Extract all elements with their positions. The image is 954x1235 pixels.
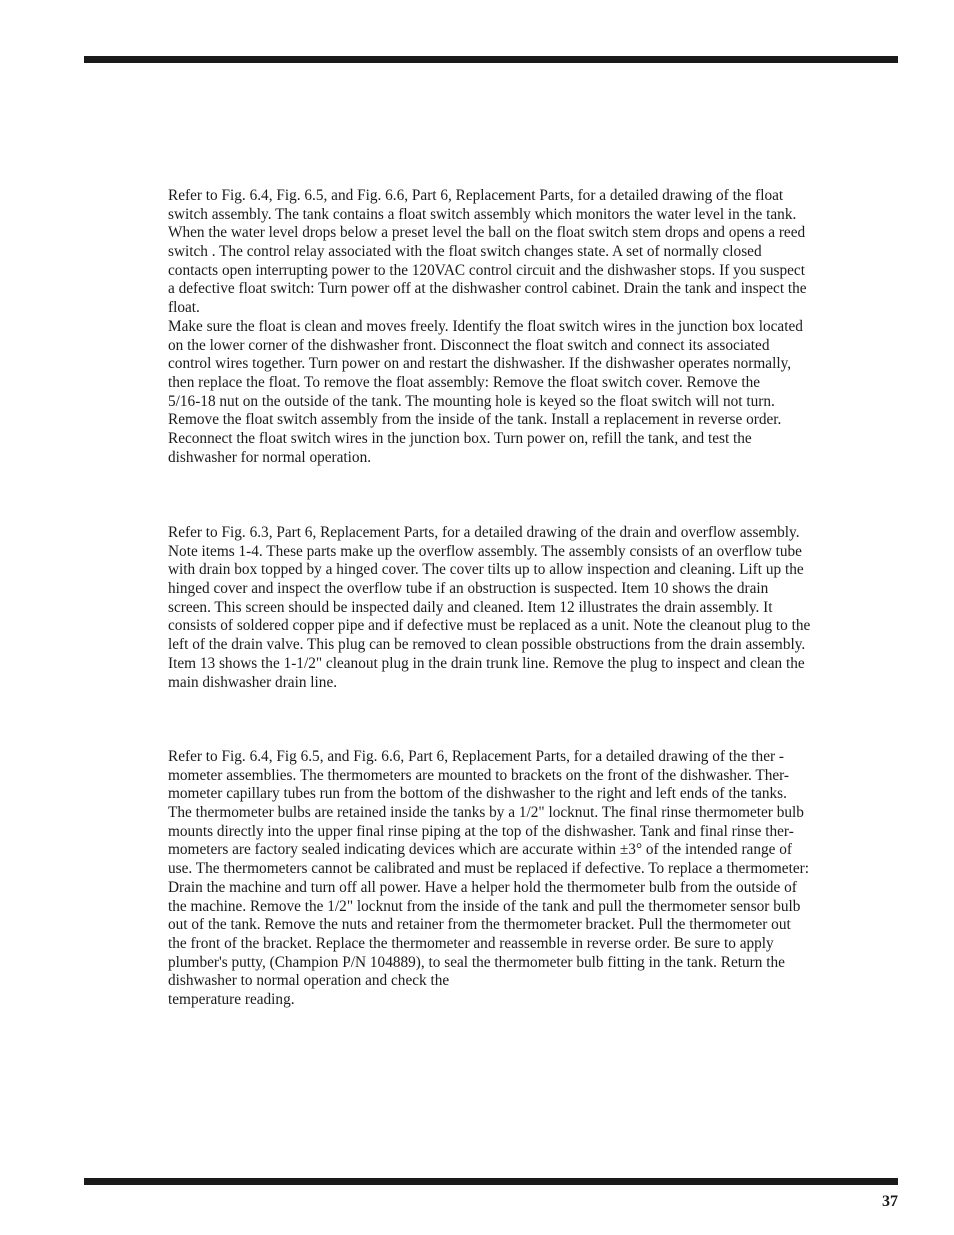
- text-line: Remove the float switch assembly from the inside of the tank. Install a replacement in reverse order.: [168, 411, 782, 429]
- text-line: contacts open interrupting power to the 120VAC control circuit and the dishwasher stops. If you suspect: [168, 261, 805, 279]
- text-line: Reconnect the float switch wires in the junction box. Turn power on, refill the tank, and test the: [168, 429, 752, 447]
- text-line: Refer to Fig. 6.3, Part 6, Replacement Parts, for a detailed drawing of the drain and overflow assembly.: [168, 524, 800, 541]
- text-line: The thermometer bulbs are retained inside the tanks by a 1/2" locknut. The final rinse thermometer bulb: [168, 804, 804, 822]
- text-line: Note items 1-4. These parts make up the overflow assembly. The assembly consists of an overflow tube: [168, 542, 802, 560]
- text-line: dishwasher for normal operation.: [168, 448, 372, 466]
- text-line: Drain the machine and turn off all power. Have a helper hold the thermometer bulb from the outside of: [168, 878, 797, 896]
- text-line: then replace the float. To remove the float assembly: Remove the float switch cover. Remove the: [168, 373, 761, 391]
- text-line: dishwasher to normal operation and check the: [168, 972, 450, 990]
- text-line: When the water level drops below a preset level the ball on the float switch stem drops and opens a reed: [168, 224, 806, 242]
- bottom-rule: [84, 1178, 898, 1185]
- text-line: out of the tank. Remove the nuts and retainer from the thermometer bracket. Pull the thermometer out: [168, 916, 791, 934]
- float-switch-section: [168, 187, 898, 467]
- text-line: the front of the bracket. Replace the thermometer and reassemble in reverse order. Be sure to apply: [168, 934, 774, 952]
- text-line: with drain box topped by a hinged cover. The cover tilts up to allow inspection and cleaning. Lift up the: [168, 561, 804, 579]
- text-line: Refer to Fig. 6.4, Fig 6.5, and Fig. 6.6, Part 6, Replacement Parts, for a detailed drawing of the ther -: [168, 748, 784, 765]
- text-line: 5/16-18 nut on the outside of the tank. The mounting hole is keyed so the float switch will not turn.: [168, 392, 775, 410]
- text-line: mometer capillary tubes run from the bottom of the dishwasher to the right and left ends of the tanks.: [168, 785, 787, 803]
- text-line: on the lower corner of the dishwasher front. Disconnect the float switch and connect its associated: [168, 336, 770, 354]
- text-line: use. The thermometers cannot be calibrated and must be replaced if defective. To replace a thermometer:: [168, 860, 809, 878]
- text-line: main dishwasher drain line.: [168, 673, 338, 691]
- text-line: control wires together. Turn power on and restart the dishwasher. If the dishwasher operates normally,: [168, 355, 792, 373]
- text-line: Refer to Fig. 6.4, Fig. 6.5, and Fig. 6.6, Part 6, Replacement Parts, for a detailed drawing of the float: [168, 187, 784, 204]
- text-line: plumber's putty, (Champion P/N 104889), to seal the thermometer bulb fitting in the tank. Return the: [168, 953, 785, 971]
- text-line: consists of soldered copper pipe and if defective must be replaced as a unit. Note the cleanout plug to the: [168, 617, 811, 635]
- text-line: mometers are factory sealed indicating devices which are accurate within ±3° of the intended range of: [168, 841, 792, 859]
- text-line: left of the drain valve. This plug can be removed to clean possible obstructions from the drain assembly.: [168, 636, 806, 654]
- text-line: mometer assemblies. The thermometers are mounted to brackets on the front of the dishwasher. Ther-: [168, 766, 790, 784]
- text-line: switch assembly. The tank contains a float switch assembly which monitors the water level in the tank.: [168, 205, 797, 223]
- text-line: mounts directly into the upper final rinse piping at the top of the dishwasher. Tank and final rinse ther-: [168, 822, 794, 840]
- text-line: Make sure the float is clean and moves freely. Identify the float switch wires in the junction box located: [168, 317, 803, 335]
- text-line: float.: [168, 299, 200, 317]
- text-line: Item 13 shows the 1-1/2" cleanout plug in the drain trunk line. Remove the plug to inspect and clean the: [168, 654, 805, 672]
- text-line: screen. This screen should be inspected daily and cleaned. Item 12 illustrates the drain assembly. It: [168, 598, 773, 616]
- page-number: 37: [882, 1193, 898, 1210]
- text-line: temperature reading.: [168, 990, 295, 1008]
- text-line: a defective float switch: Turn power off at the dishwasher control cabinet. Drain the tank and inspect the: [168, 280, 807, 298]
- drain-overflow-section: [168, 524, 898, 692]
- thermometer-section: [168, 748, 898, 1010]
- text-line: hinged cover and inspect the overflow tube if an obstruction is suspected. Item 10 shows the drain: [168, 580, 769, 598]
- top-rule: [84, 56, 898, 63]
- text-line: switch . The control relay associated with the float switch changes state. A set of normally closed: [168, 243, 762, 261]
- text-line: the machine. Remove the 1/2" locknut from the inside of the tank and pull the thermometer sensor bulb: [168, 897, 801, 915]
